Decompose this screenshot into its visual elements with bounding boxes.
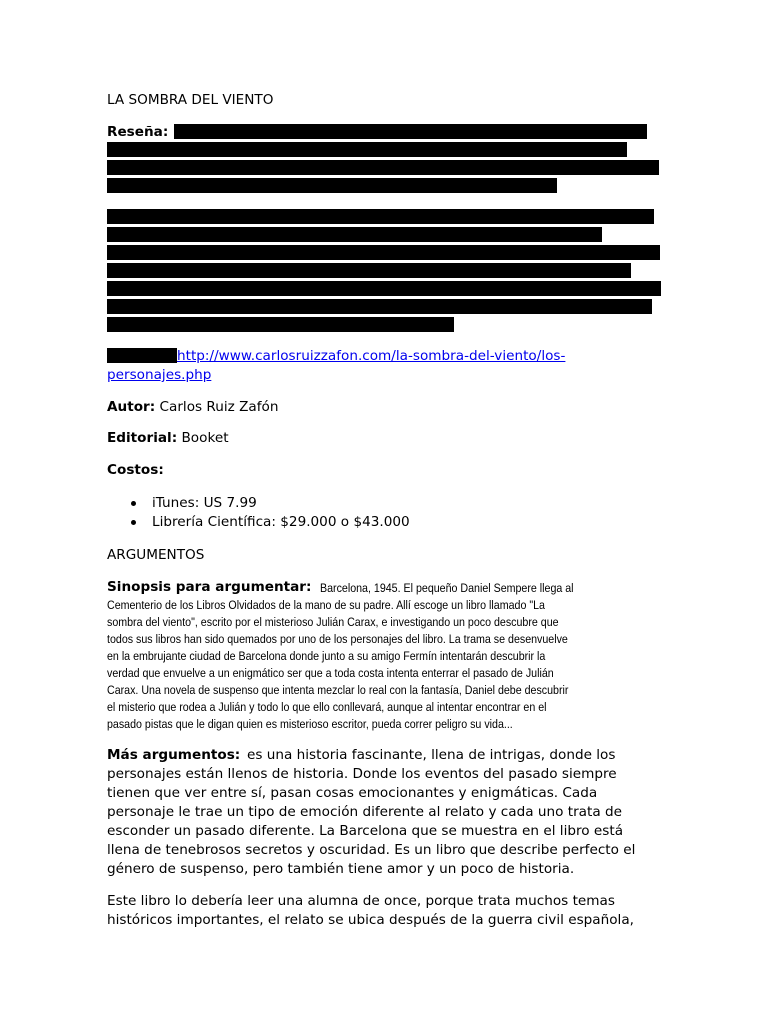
synopsis-label: Sinopsis para argumentar: bbox=[107, 579, 312, 595]
redacted-text-bar bbox=[107, 299, 652, 314]
cost-item: Librería Científica: $29.000 o $43.000 bbox=[152, 514, 410, 530]
closing-line: históricos importantes, el relato se ubica después de la guerra civil española, bbox=[107, 912, 634, 928]
redacted-text-bar bbox=[107, 348, 177, 363]
arguments-heading: ARGUMENTOS bbox=[107, 547, 205, 563]
more-arguments-label: Más argumentos: bbox=[107, 747, 241, 763]
author-line bbox=[107, 399, 278, 415]
synopsis-line: verdad que envuelve a un enigmático ser que a toda costa intenta enterrar el pasado de Julián bbox=[107, 666, 554, 680]
more-arguments-line: tienen que ver entre sí, pasan cosas emocionantes y enigmáticas. Cada bbox=[107, 785, 598, 801]
redacted-text-bar bbox=[174, 124, 647, 139]
redacted-text-bar bbox=[107, 160, 659, 175]
author-label: Autor: bbox=[107, 399, 156, 415]
publisher-value: Booket bbox=[181, 430, 229, 446]
author-value: Carlos Ruiz Zafón bbox=[159, 399, 279, 415]
publisher-label: Editorial: bbox=[107, 430, 178, 446]
bullet-icon bbox=[131, 501, 136, 506]
synopsis-line: en la embrujante ciudad de Barcelona donde junto a su amigo Fermín intentarán descubrir la bbox=[107, 649, 546, 663]
more-arguments-line: personaje le trae un tipo de emoción diferente al relato y cada uno trata de bbox=[107, 804, 622, 820]
source-link-line2[interactable]: personajes.php bbox=[107, 367, 212, 383]
cost-item: iTunes: US 7.99 bbox=[152, 495, 257, 511]
more-arguments-line: llena de tenebrosos secretos y oscuridad. Es un libro que describe perfecto el bbox=[107, 842, 636, 858]
redacted-text-bar bbox=[107, 245, 660, 260]
redacted-text-bar bbox=[107, 281, 661, 296]
more-arguments-line: personajes están llenos de historia. Donde los eventos del pasado siempre bbox=[107, 766, 617, 782]
redacted-text-bar bbox=[107, 317, 454, 332]
publisher-line bbox=[107, 430, 229, 446]
synopsis-line: Barcelona, 1945. El pequeño Daniel Sempere llega al bbox=[320, 581, 574, 595]
synopsis-line: Carax. Una novela de suspenso que intenta mezclar lo real con la fantasía, Daniel debe descubrir bbox=[107, 683, 569, 697]
review-label: Reseña: bbox=[107, 124, 169, 140]
more-arguments-line: esconder un pasado diferente. La Barcelona que se muestra en el libro está bbox=[107, 823, 624, 839]
redacted-text-bar bbox=[107, 178, 557, 193]
redacted-text-bar bbox=[107, 142, 627, 157]
synopsis-line: todos sus libros han sido quemados por uno de los personajes del libro. La trama se desenvuelve bbox=[107, 632, 568, 646]
more-arguments-line: género de suspenso, pero también tiene amor y un poco de historia. bbox=[107, 861, 575, 877]
synopsis-line: pasado pistas que le digan quien es misterioso escritor, pueda correr peligro su vida... bbox=[107, 717, 513, 731]
synopsis-line: el misterio que rodea a Julián y todo lo que ello conllevará, aunque al intentar encontrar en el bbox=[107, 700, 547, 714]
synopsis-line: sombra del viento", escrito por el misterioso Julián Carax, e investigando un poco descubre que bbox=[107, 615, 559, 629]
source-link-line1[interactable]: http://www.carlosruizzafon.com/la-sombra-del-viento/los- bbox=[177, 348, 566, 364]
synopsis-line: Cementerio de los Libros Olvidados de la mano de su padre. Allí escoge un libro llamado "La bbox=[107, 598, 545, 612]
redacted-text-bar bbox=[107, 227, 602, 242]
redacted-text-bar bbox=[107, 263, 631, 278]
costs-label: Costos: bbox=[107, 462, 164, 478]
closing-line: Este libro lo debería leer una alumna de once, porque trata muchos temas bbox=[107, 893, 615, 909]
more-arguments-line: es una historia fascinante, llena de intrigas, donde los bbox=[247, 747, 616, 763]
bullet-icon bbox=[131, 520, 136, 525]
document-title: LA SOMBRA DEL VIENTO bbox=[107, 92, 274, 108]
redacted-text-bar bbox=[107, 209, 654, 224]
